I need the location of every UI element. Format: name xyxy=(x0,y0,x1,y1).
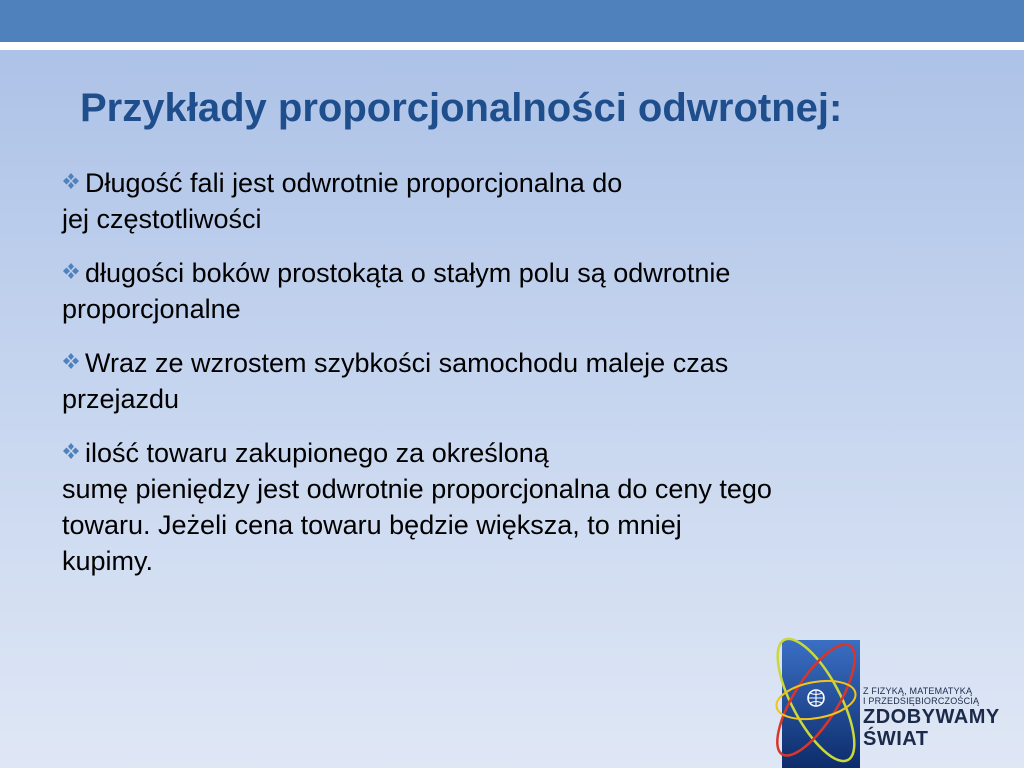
bullet-text-line: proporcjonalne xyxy=(62,294,241,324)
diamond-bullet-icon xyxy=(62,262,80,280)
bullet-item xyxy=(62,255,982,327)
bullet-text-line: przejazdu xyxy=(62,384,180,414)
diamond-bullet-icon xyxy=(62,442,80,460)
diamond-bullet-icon xyxy=(62,352,80,370)
bullet-item xyxy=(62,345,982,417)
bullet-text-line: towaru. Jeżeli cena towaru będzie większa, to mniej xyxy=(62,510,682,540)
bullet-item xyxy=(62,165,982,237)
bullet-text-line: Długość fali jest odwrotnie proporcjonalna do xyxy=(85,168,623,198)
logo-tagline-line: Z FIZYKĄ, MATEMATYKĄ xyxy=(863,686,973,696)
logo-name-line: ZDOBYWAMY xyxy=(863,706,1000,728)
bullet-item xyxy=(62,435,982,579)
bullet-text-line: Wraz ze wzrostem szybkości samochodu maleje czas xyxy=(85,348,729,378)
header-stripe xyxy=(0,42,1024,50)
bullet-text-line: jej częstotliwości xyxy=(62,204,262,234)
bullet-text-line: kupimy. xyxy=(62,546,154,576)
bullet-text-line: sumę pieniędzy jest odwrotnie proporcjonalna do ceny tego xyxy=(62,474,772,504)
bullet-text-line: długości boków prostokąta o stałym polu są odwrotnie xyxy=(85,258,731,288)
logo-tagline-line: I PRZEDSIĘBIORCZOŚCIĄ xyxy=(863,696,980,706)
slide-title: Przykłady proporcjonalności odwrotnej: xyxy=(80,86,843,130)
bullet-text-line: ilość towaru zakupionego za określoną xyxy=(85,438,549,468)
logo-caption xyxy=(863,686,1024,750)
header-bar xyxy=(0,0,1024,42)
logo-name-line: ŚWIAT xyxy=(863,728,929,750)
diamond-bullet-icon xyxy=(62,172,80,190)
bullet-list xyxy=(62,165,982,597)
